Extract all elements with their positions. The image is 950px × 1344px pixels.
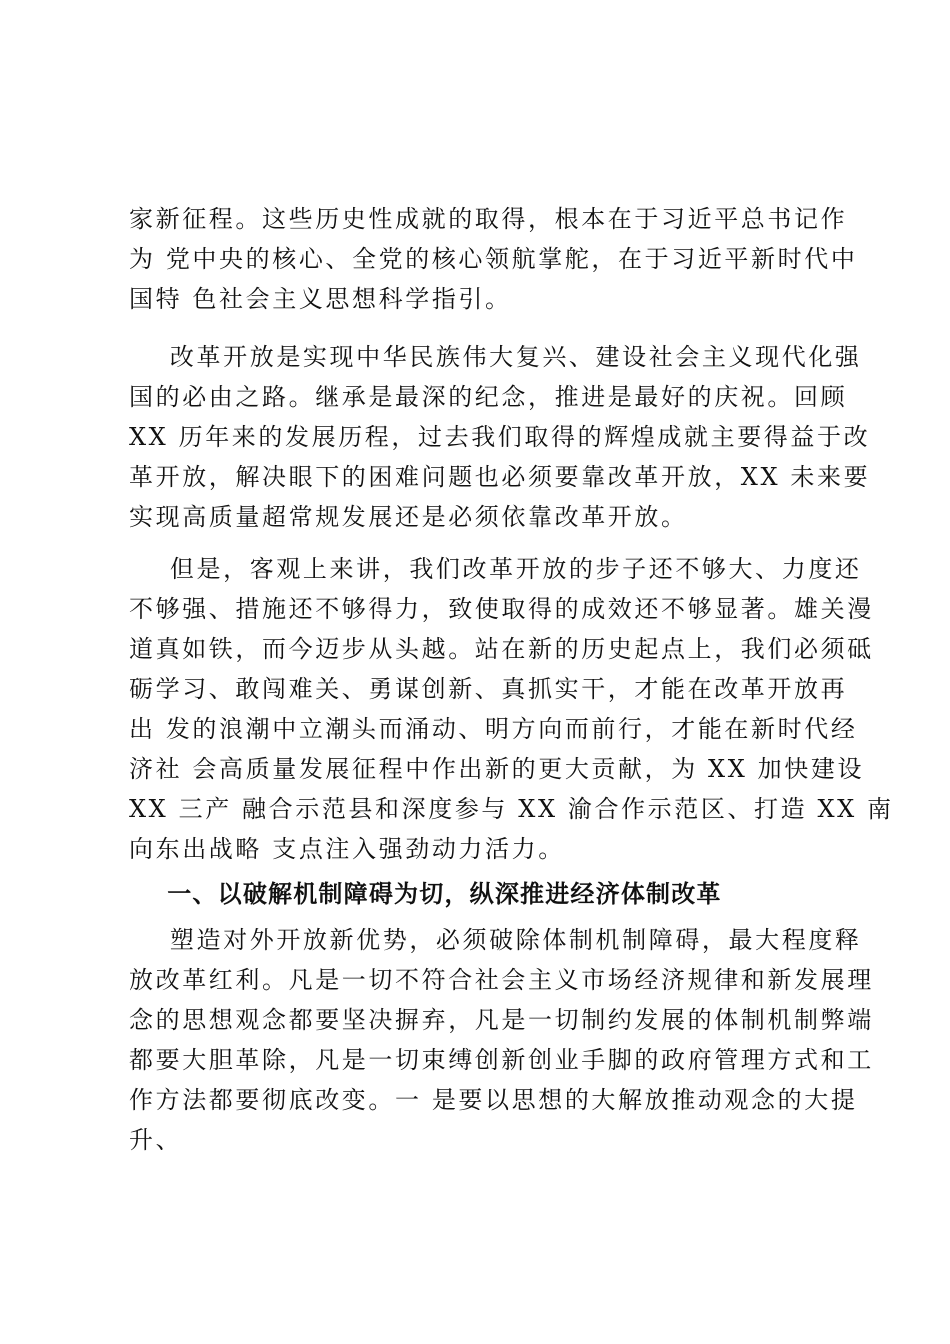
paragraph-1-line-3: 国特 色社会主义思想科学指引。 [129, 285, 512, 313]
paragraph-4-line-1: 塑造对外开放新优势，必须破除体制机制障碍，最大程度释 [129, 926, 862, 954]
paragraph-2-line-1: 改革开放是实现中华民族伟大复兴、建设社会主义现代化强 [129, 343, 862, 371]
paragraph-3-line-5: 出 发的浪潮中立潮头而涌动、明方向而前行，才能在新时代经 [129, 715, 858, 743]
paragraph-3-line-3: 道真如铁，而今迈步从头越。站在新的历史起点上，我们必须砥 [129, 635, 874, 663]
paragraph-4-line-2: 放改革红利。凡是一切不符合社会主义市场经济规律和新发展理 [129, 966, 874, 994]
paragraph-4-line-4: 都要大胆革除，凡是一切束缚创新创业手脚的政府管理方式和工 [129, 1046, 874, 1074]
paragraph-3-line-7: XX 三产 融合示范县和深度参与 XX 渝合作示范区、打造 XX 南 [129, 795, 894, 823]
paragraph-3-line-8: 向东出战略 支点注入强劲动力活力。 [129, 835, 565, 863]
paragraph-3-line-4: 砺学习、敢闯难关、勇谋创新、真抓实干，才能在改革开放再 [129, 675, 848, 703]
paragraph-3-line-2: 不够强、措施还不够得力，致使取得的成效还不够显著。雄关漫 [129, 595, 874, 623]
paragraph-4-line-3: 念的思想观念都要坚决摒弃，凡是一切制约发展的体制机制弊端 [129, 1006, 874, 1034]
paragraph-2-line-4: 革开放，解决眼下的困难问题也必须要靠改革开放，XX 未来要 [129, 463, 871, 491]
paragraph-3-line-6: 济社 会高质量发展征程中作出新的更大贡献，为 XX 加快建设 [129, 755, 865, 783]
paragraph-1-line-1: 家新征程。这些历史性成就的取得，根本在于习近平总书记作 [129, 205, 848, 233]
section-heading: 一、以破解机制障碍为切，纵深推进经济体制改革 [129, 880, 722, 908]
paragraph-3-line-1: 但是，客观上来讲，我们改革开放的步子还不够大、力度还 [129, 555, 862, 583]
paragraph-2-line-2: 国的必由之路。继承是最深的纪念，推进是最好的庆祝。回顾 [129, 383, 848, 411]
paragraph-4-line-5: 作方法都要彻底改变。一 是要以思想的大解放推动观念的大提 [129, 1086, 858, 1114]
paragraph-1-line-2: 为 党中央的核心、全党的核心领航掌舵，在于习近平新时代中 [129, 245, 858, 273]
paragraph-2-line-5: 实现高质量超常规发展还是必须依靠改革开放。 [129, 503, 688, 531]
paragraph-2-line-3: XX 历年来的发展历程，过去我们取得的辉煌成就主要得益于改 [129, 423, 871, 451]
paragraph-4-line-6: 升、 [129, 1126, 183, 1154]
